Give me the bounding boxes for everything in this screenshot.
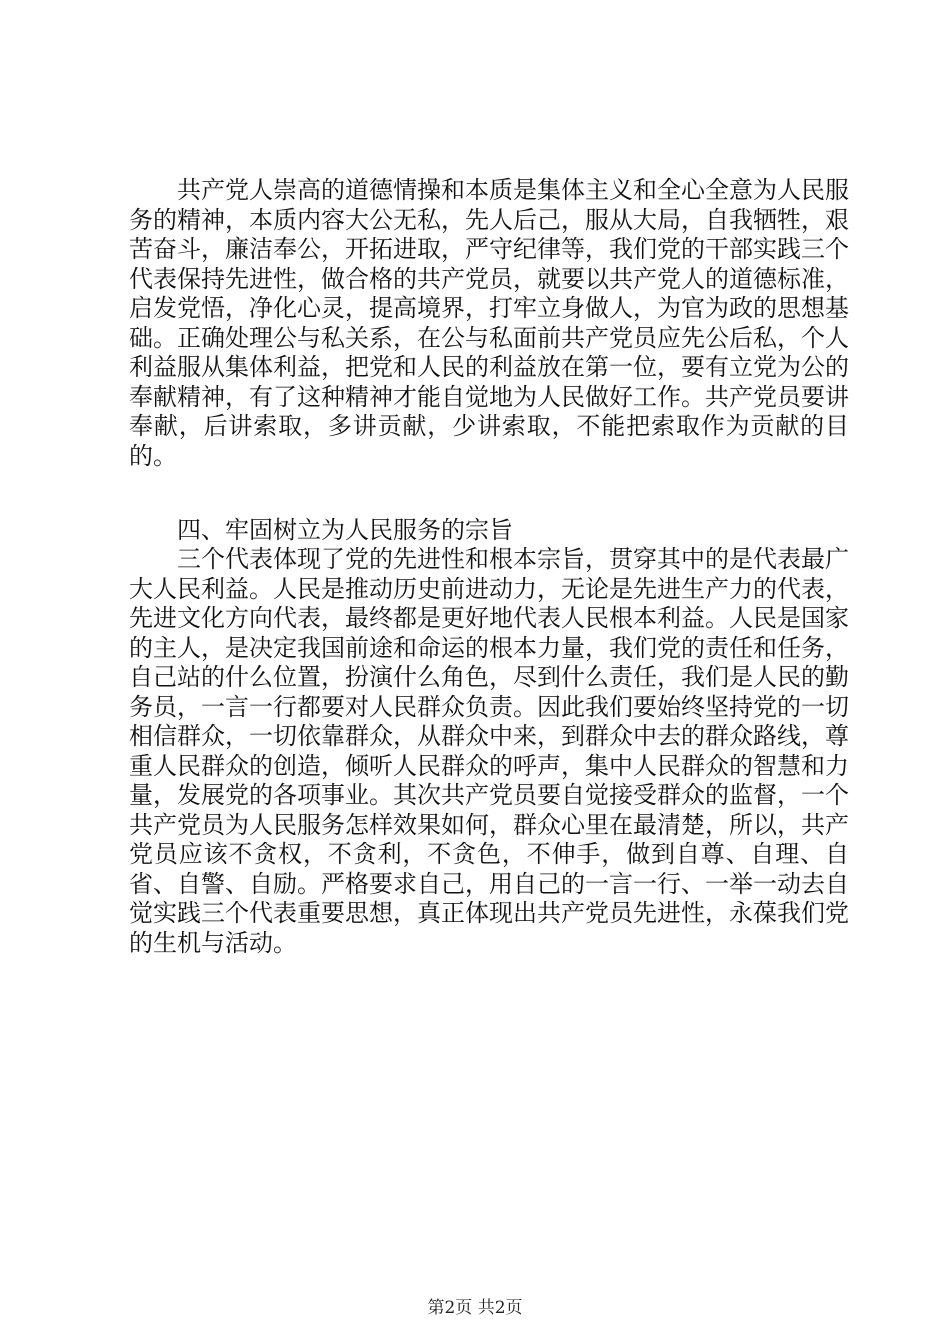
paragraph-serve-people: 三个代表体现了党的先进性和根本宗旨，贯穿其中的是代表最广大人民利益。人民是推动历史前进动力，无论是先进生产力的代表，先进文化方向代表，最终都是更好地代表人民根本利益。人民是国家的主人，是决定我国前途和命运的根本力量，我们党的责任和任务，自己站的什么位置，扮演什么角色，尽到什么责任，我们是人民的勤务员，一言一行都要对人民群众负责。因此我们要始终坚持党的一切相信群众，一切依靠群众，从群众中来，到群众中去的群众路线，尊重人民群众的创造，倾听人民群众的呼声，集中人民群众的智慧和力量，发展党的各项事业。其次共产党员要自觉接受群众的监督，一个共产党员为人民服务怎样效果如何，群众心里在最清楚，所以，共产党员应该不贪权，不贪利，不贪色，不伸手，做到自尊、自理、自省、自警、自励。严格要求自己，用自己的一言一行、一举一动去自觉实践三个代表重要思想，真正体现出共产党员先进性，永葆我们党的生机与活动。	[129, 545, 849, 957]
paragraph-morality: 共产党人崇高的道德情操和本质是集体主义和全心全意为人民服务的精神，本质内容大公无私，先人后己，服从大局，自我牺牲，艰苦奋斗，廉洁奉公，开拓进取，严守纪律等，我们党的干部实践三个代表保持先进性，做合格的共产党员，就要以共产党人的道德标准，启发党悟，净化心灵，提高境界，打牢立身做人，为官为政的思想基础。正确处理公与私关系，在公与私面前共产党员应先公后私，个人利益服从集体利益，把党和人民的利益放在第一位，要有立党为公的奉献精神，有了这种精神才能自觉地为人民做好工作。共产党员要讲奉献，后讲索取，多讲贡献，少讲索取，不能把索取作为贡献的目的。	[129, 176, 849, 470]
page-number-footer: 第2页 共2页	[427, 1298, 523, 1318]
section-heading: 四、牢固树立为人民服务的宗旨	[177, 516, 513, 544]
